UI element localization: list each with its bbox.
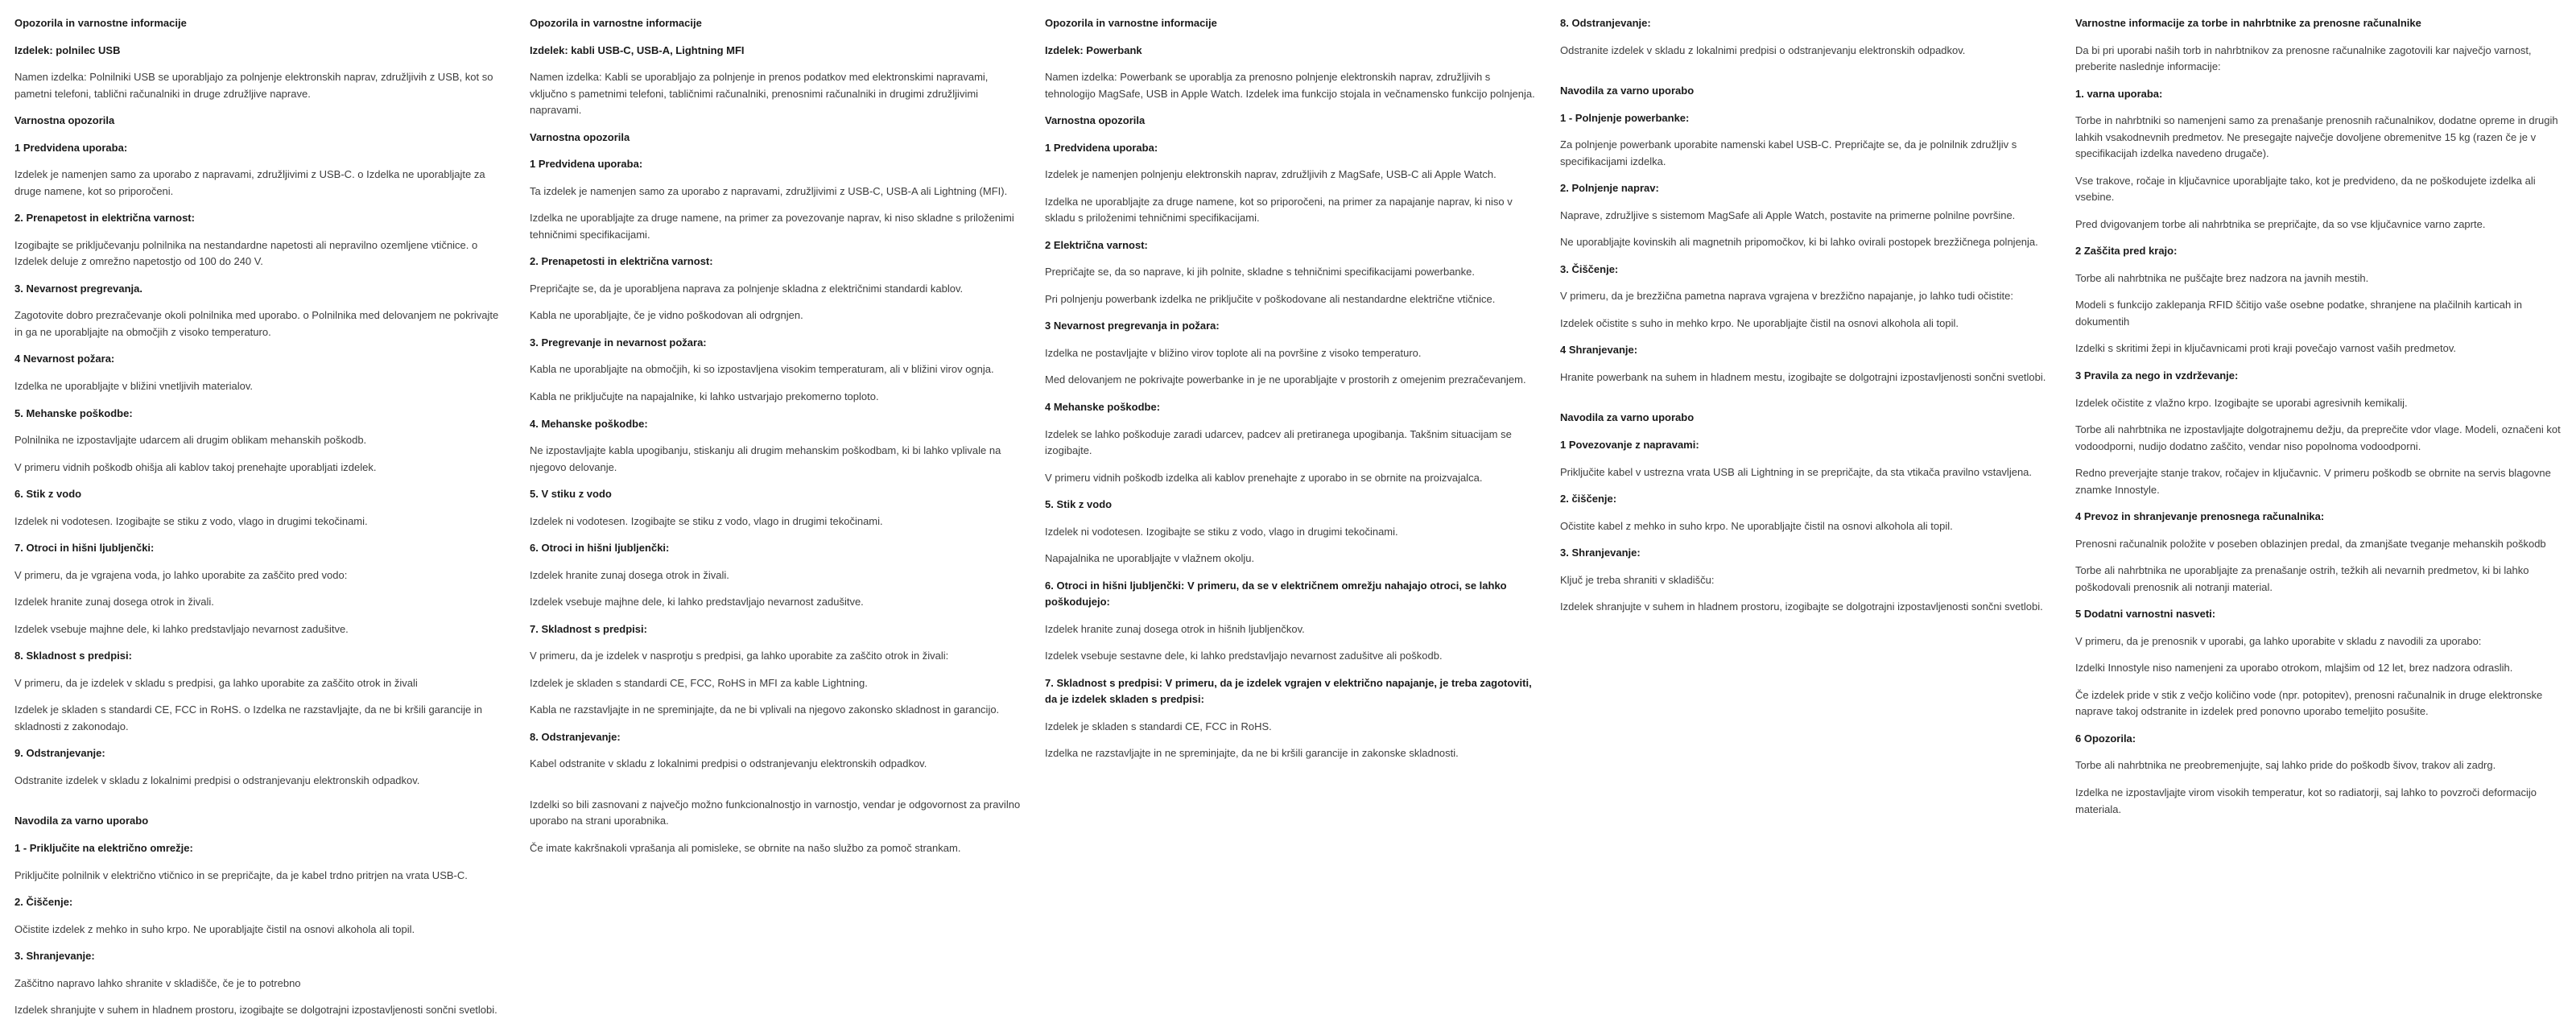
paragraph: Redno preverjajte stanje trakov, ročajev in ključavnic. V primeru poškodb se obrnite na servis blagovne znamke Innostyle.: [2075, 467, 2551, 496]
paragraph: Ključ je treba shraniti v skladišču:: [1560, 573, 1715, 586]
paragraph: V primeru, da je prenosnik v uporabi, ga lahko uporabite v skladu z navodili za uporabo:: [2075, 634, 2482, 647]
section-heading: 2. Čiščenje:: [14, 896, 73, 909]
paragraph: Prepričajte se, da je uporabljena naprava za polnjenje skladna z električnimi standardi kablov.: [530, 282, 964, 295]
section-heading: 4. Mehanske poškodbe:: [530, 417, 648, 430]
paragraph: Izdelka ne uporabljajte za druge namene, na primer za povezovanje naprav, ki niso skladne s priloženimi tehničnimi specifikacijami.: [530, 212, 1014, 241]
paragraph: Priključite kabel v ustrezna vrata USB ali Lightning in se prepričajte, da sta vtikača pravilno vstavljena.: [1560, 465, 2033, 478]
paragraph: Očistite izdelek z mehko in suho krpo. Ne uporabljajte čistil na osnovi alkohola ali topil.: [14, 922, 415, 935]
paragraph: Torbe ali nahrbtnika ne puščajte brez nadzora na javnih mestih.: [2075, 271, 2369, 284]
section-heading: Varnostna opozorila: [14, 114, 115, 127]
paragraph: V primeru, da je vgrajena voda, jo lahko uporabite za zaščito pred vodo:: [14, 568, 348, 581]
paragraph: Odstranite izdelek v skladu z lokalnimi predpisi o odstranjevanju elektronskih odpadkov.: [14, 774, 420, 786]
paragraph: Da bi pri uporabi naših torb in nahrbtnikov za prenosne računalnike zagotovili kar največjo varnost, preberite naslednje informacije:: [2075, 43, 2532, 73]
section-heading: 3. Pregrevanje in nevarnost požara:: [530, 336, 707, 349]
column-powerbank-usage-instructions: [1560, 15, 2053, 1006]
paragraph: Napajalnika ne uporabljajte v vlažnem okolju.: [1045, 552, 1255, 565]
section-heading: 5. Stik z vodo: [1045, 498, 1113, 511]
section-heading: 1. varna uporaba:: [2075, 87, 2163, 100]
paragraph: Izdelek vsebuje majhne dele, ki lahko predstavljajo nevarnost zadušitve.: [14, 622, 349, 635]
paragraph: Če imate kakršnakoli vprašanja ali pomisleke, se obrnite na našo službo za pomoč strankam.: [530, 842, 961, 854]
paragraph: V primeru, da je izdelek v skladu s predpisi, ga lahko uporabite za zaščito otrok in živali: [14, 676, 418, 689]
paragraph: Izdelka ne uporabljajte v bližini vnetljivih materialov.: [14, 379, 254, 392]
paragraph: Prepričajte se, da so naprave, ki jih polnite, skladne s tehničnimi specifikacijami powerbanke.: [1045, 266, 1475, 278]
paragraph: Izdelka ne izpostavljajte virom visokih temperatur, kot so radiatorji, saj lahko to povzroči deformacijo materiala.: [2075, 786, 2537, 815]
section-heading: 2. Prenapetost in električna varnost:: [14, 212, 195, 225]
section-heading: 8. Odstranjevanje:: [530, 730, 621, 743]
section-heading: 2. Polnjenje naprav:: [1560, 182, 1659, 195]
paragraph: Kabla ne uporabljajte, če je vidno poškodovan ali odrgnjen.: [530, 309, 803, 322]
paragraph: Za polnjenje powerbank uporabite namenski kabel USB-C. Prepričajte se, da je polnilnik združljiv s specifikacijami izdelka.: [1560, 138, 2017, 167]
section-heading: Varnostna opozorila: [530, 130, 630, 143]
section-heading: 5. V stiku z vodo: [530, 488, 612, 501]
column-usb-charger-warnings: [14, 15, 507, 1017]
paragraph: Izdelek je skladen s standardi CE, FCC, RoHS in MFI za kable Lightning.: [530, 676, 868, 689]
paragraph: Izdelek hranite zunaj dosega otrok in hišnih ljubljenčkov.: [1045, 622, 1305, 635]
section-heading: 6. Otroci in hišni ljubljenčki: V primeru, da se v električnem omrežju nahajajo otroci, se lahko poškodujejo:: [1045, 579, 1507, 609]
paragraph: Izdelek ni vodotesen. Izogibajte se stiku z vodo, vlago in drugimi tekočinami.: [1045, 525, 1398, 538]
paragraph: Izdelek očistite z vlažno krpo. Izogibajte se uporabi agresivnih kemikalij.: [2075, 396, 2408, 409]
section-heading: 1 - Polnjenje powerbanke:: [1560, 111, 1690, 124]
section-heading: 3 Nevarnost pregrevanja in požara:: [1045, 320, 1220, 332]
paragraph: Med delovanjem ne pokrivajte powerbanke in je ne uporabljajte v prostorih z omejenim prezračevanjem.: [1045, 373, 1526, 386]
section-heading: 3. Nevarnost pregrevanja.: [14, 282, 142, 295]
section-heading: 8. Skladnost s predpisi:: [14, 650, 132, 662]
paragraph: V primeru vidnih poškodb izdelka ali kablov prenehajte z uporabo in se obrnite na proizvajalca.: [1045, 471, 1483, 484]
section-heading: 8. Odstranjevanje:: [1560, 17, 1651, 29]
section-heading: 3. Shranjevanje:: [14, 950, 95, 963]
paragraph: Namen izdelka: Powerbank se uporablja za prenosno polnjenje elektronskih naprav, združljivih s tehnologijo MagSafe, USB in Apple Watch. Izdelek ima funkcijo stojala in večnamensko funkcijo polnjenja.: [1045, 71, 1535, 100]
section-heading: 6. Stik z vodo: [14, 488, 82, 501]
paragraph: Kabla ne uporabljajte na območjih, ki so izpostavljena visokim temperaturam, ali v bližini virov ognja.: [530, 363, 994, 376]
section-heading: 2 Zaščita pred krajo:: [2075, 245, 2178, 258]
column-laptop-bags-safety: [2075, 15, 2568, 1006]
paragraph: Zaščitno napravo lahko shranite v skladišče, če je to potrebno: [14, 976, 301, 989]
section-heading: 4 Mehanske poškodbe:: [1045, 400, 1161, 413]
section-heading: 1 Predvidena uporaba:: [14, 141, 128, 154]
paragraph: Izdelek se lahko poškoduje zaradi udarcev, padcev ali pretiranega upogibanja. Takšnim situacijam se izogibajte.: [1045, 427, 1512, 457]
section-heading: 9. Odstranjevanje:: [14, 747, 105, 760]
paragraph: Izdelki Innostyle niso namenjeni za uporabo otrokom, mlajšim od 12 let, brez nadzora odraslih.: [2075, 662, 2513, 675]
paragraph: Izdelka ne uporabljajte za druge namene, kot so priporočeni, na primer za napajanje naprav, ki niso v skladu s priloženimi tehničnimi specifikacijami.: [1045, 195, 1513, 225]
section-heading: 1 Povezovanje z napravami:: [1560, 438, 1699, 451]
paragraph: Izdelki s skritimi žepi in ključavnicami proti kraji povečajo varnost vaših predmetov.: [2075, 342, 2456, 355]
section-heading: Navodila za varno uporabo: [1560, 411, 1695, 424]
paragraph: Pri polnjenju powerbank izdelka ne priključite v poškodovane ali nestandardne električne vtičnice.: [1045, 292, 1496, 305]
paragraph: V primeru vidnih poškodb ohišja ali kablov takoj prenehajte uporabljati izdelek.: [14, 460, 377, 473]
paragraph: Če izdelek pride v stik z večjo količino vode (npr. potopitev), prenosni računalnik in druge elektronske naprave takoj odstranite in izdelek pred ponovno uporabo temeljito posušite.: [2075, 688, 2543, 718]
paragraph: Izdelek ni vodotesen. Izogibajte se stiku z vodo, vlago in drugimi tekočinami.: [14, 514, 368, 527]
paragraph: Izdelek hranite zunaj dosega otrok in živali.: [530, 568, 729, 581]
paragraph: Vse trakove, ročaje in ključavnice uporabljajte tako, kot je predvideno, da ne poškodujete izdelka ali vsebine.: [2075, 174, 2536, 204]
paragraph: Polnilnika ne izpostavljajte udarcem ali drugim oblikam mehanskih poškodb.: [14, 434, 367, 447]
paragraph: Izdelki so bili zasnovani z največjo možno funkcionalnostjo in varnostjo, vendar je odgovornost za pravilno uporabo na strani uporabnika.: [530, 798, 1021, 827]
paragraph: Izdelek je namenjen polnjenju elektronskih naprav, združljivih z MagSafe, USB-C ali Apple Watch.: [1045, 168, 1496, 181]
paragraph: Izogibajte se priključevanju polnilnika na nestandardne napetosti ali nepravilno ozemljene vtičnice. o Izdelek deluje z omrežno napetostjo od 100 do 240 V.: [14, 238, 478, 268]
paragraph: Izdelek je namenjen samo za uporabo z napravami, združljivimi z USB-C. o Izdelka ne uporabljajte za druge namene, kot so priporočeni.: [14, 168, 485, 197]
section-heading: Izdelek: Powerbank: [1045, 43, 1142, 56]
paragraph: Izdelek vsebuje sestavne dele, ki lahko predstavljajo nevarnost zadušitve ali poškodb.: [1045, 650, 1443, 662]
section-heading: 3. Shranjevanje:: [1560, 547, 1641, 559]
paragraph: Izdelek je skladen s standardi CE, FCC in RoHS.: [1045, 720, 1272, 732]
paragraph: Priključite polnilnik v električno vtičnico in se prepričajte, da je kabel trdno pritrjen na vrata USB-C.: [14, 868, 468, 881]
paragraph: Izdelka ne razstavljajte in ne spreminjajte, da ne bi kršili garancije in zakonske skladnosti.: [1045, 747, 1459, 760]
paragraph: Očistite kabel z mehko in suho krpo. Ne uporabljajte čistil na osnovi alkohola ali topil.: [1560, 519, 1953, 532]
paragraph: Ta izdelek je namenjen samo za uporabo z napravami, združljivimi z USB-C, USB-A ali Lightning (MFI).: [530, 184, 1008, 197]
paragraph: Pred dvigovanjem torbe ali nahrbtnika se prepričajte, da so vse ključavnice varno zaprte.: [2075, 217, 2486, 230]
paragraph: Izdelka ne postavljajte v bližino virov toplote ali na površine z visoko temperaturo.: [1045, 346, 1422, 359]
paragraph: Izdelek vsebuje majhne dele, ki lahko predstavljajo nevarnost zadušitve.: [530, 596, 864, 609]
section-heading: Varnostna opozorila: [1045, 114, 1146, 127]
paragraph: Izdelek shranjujte v suhem in hladnem prostoru, izogibajte se dolgotrajni izpostavljenosti sončni svetlobi.: [1560, 600, 2043, 613]
section-heading: 5 Dodatni varnostni nasveti:: [2075, 608, 2216, 621]
section-heading: 4 Shranjevanje:: [1560, 344, 1638, 357]
section-heading: Izdelek: kabli USB-C, USB-A, Lightning MFI: [530, 43, 745, 56]
paragraph: Ne uporabljajte kovinskih ali magnetnih pripomočkov, ki bi lahko ovirali postopek brezžičnega polnjenja.: [1560, 236, 2038, 249]
section-heading: 7. Skladnost s predpisi: V primeru, da je izdelek vgrajen v električno napajanje, je treba zagotoviti, da je izdelek skladen s predpisi:: [1045, 676, 1532, 706]
paragraph: Prenosni računalnik položite v poseben oblazinjen predal, da zmanjšate tveganje mehanskih poškodb: [2075, 537, 2546, 550]
section-heading: 2 Električna varnost:: [1045, 238, 1148, 251]
paragraph: Namen izdelka: Polnilniki USB se uporabljajo za polnjenje elektronskih naprav, združljivih z USB, kot so pametni telefoni, tablični računalniki in druge združljive naprave.: [14, 71, 493, 100]
column-cables-warnings: [530, 15, 1022, 1006]
paragraph: Izdelek shranjujte v suhem in hladnem prostoru, izogibajte se dolgotrajni izpostavljenosti sončni svetlobi.: [14, 1004, 497, 1017]
column-powerbank-warnings: [1045, 15, 1538, 1006]
paragraph: Torbe in nahrbtniki so namenjeni samo za prenašanje prenosnih računalnikov, dodatne opreme in drugih lahkih vsakodnevnih predmetov. Ne presegajte največje dovoljene obremenitve 15 kg (razen če je v specifikacijah izdelka navedeno drugače).: [2075, 114, 2558, 160]
section-heading: Opozorila in varnostne informacije: [530, 17, 702, 29]
paragraph: Izdelek je skladen s standardi CE, FCC in RoHS. o Izdelka ne razstavljajte, da ne bi kršili garancije in skladnosti z zakonodajo.: [14, 703, 482, 732]
paragraph: Kabla ne priključujte na napajalnike, ki lahko ustvarjajo prekomerno toploto.: [530, 390, 879, 402]
section-heading: Opozorila in varnostne informacije: [1045, 17, 1217, 29]
section-heading: Opozorila in varnostne informacije: [14, 17, 187, 29]
paragraph: Namen izdelka: Kabli se uporabljajo za polnjenje in prenos podatkov med elektronskimi napravami, vključno s pametnimi telefoni, tabličnimi računalniki, prenosnimi računalniki in drugimi združljivimi napravami.: [530, 71, 989, 117]
section-heading: Navodila za varno uporabo: [14, 815, 149, 827]
paragraph: Kabla ne razstavljajte in ne spreminjajte, da ne bi vplivali na njegovo zakonsko skladnost in garancijo.: [530, 703, 1000, 716]
section-heading: 1 - Priključite na električno omrežje:: [14, 842, 193, 854]
section-heading: 4 Nevarnost požara:: [14, 353, 115, 365]
section-heading: 1 Predvidena uporaba:: [530, 158, 643, 171]
paragraph: Kabel odstranite v skladu z lokalnimi predpisi o odstranjevanju elektronskih odpadkov.: [530, 757, 927, 770]
paragraph: Torbe ali nahrbtnika ne uporabljajte za prenašanje ostrih, težkih ali nevarnih predmetov, ki bi lahko poškodovali prenosnik ali notranji material.: [2075, 564, 2529, 593]
paragraph: V primeru, da je izdelek v nasprotju s predpisi, ga lahko uporabite za zaščito otrok in živali:: [530, 650, 949, 662]
paragraph: Odstranite izdelek v skladu z lokalnimi predpisi o odstranjevanju elektronskih odpadkov.: [1560, 43, 1966, 56]
section-heading: 1 Predvidena uporaba:: [1045, 141, 1158, 154]
section-heading: 3. Čiščenje:: [1560, 262, 1619, 275]
paragraph: Hranite powerbank na suhem in hladnem mestu, izogibajte se dolgotrajni izpostavljenosti sončni svetlobi.: [1560, 370, 2046, 383]
paragraph: Izdelek hranite zunaj dosega otrok in živali.: [14, 596, 214, 609]
paragraph: Naprave, združljive s sistemom MagSafe ali Apple Watch, postavite na primerne polnilne površine.: [1560, 208, 2016, 221]
paragraph: Ne izpostavljajte kabla upogibanju, stiskanju ali drugim mehanskim poškodbam, ki bi lahko vplivale na njegovo delovanje.: [530, 444, 1001, 473]
section-heading: 6 Opozorila:: [2075, 732, 2136, 745]
paragraph: Torbe ali nahrbtnika ne izpostavljajte dolgotrajnemu dežju, da preprečite vdor vlage. Modeli, označeni kot vodoodporni, nudijo dodatno zaščito, vendar niso popolnoma vodoodporni.: [2075, 423, 2561, 452]
paragraph: V primeru, da je brezžična pametna naprava vgrajena v brezžično napajanje, jo lahko tudi očistite:: [1560, 290, 2013, 303]
section-heading: Varnostne informacije za torbe in nahrbtnike za prenosne računalnike: [2075, 17, 2421, 29]
section-heading: 6. Otroci in hišni ljubljenčki:: [530, 542, 670, 555]
paragraph: Izdelek ni vodotesen. Izogibajte se stiku z vodo, vlago in drugimi tekočinami.: [530, 514, 883, 527]
section-heading: 5. Mehanske poškodbe:: [14, 406, 133, 419]
paragraph: Modeli s funkcijo zaklepanja RFID ščitijo vaše osebne podatke, shranjene na plačilnih karticah in dokumentih: [2075, 299, 2522, 328]
section-heading: 2. čiščenje:: [1560, 493, 1617, 505]
section-heading: 2. Prenapetosti in električna varnost:: [530, 255, 713, 268]
paragraph: Torbe ali nahrbtnika ne preobremenjujte, saj lahko pride do poškodb šivov, trakov ali zadrg.: [2075, 759, 2496, 772]
section-heading: Izdelek: polnilec USB: [14, 43, 121, 56]
section-heading: 3 Pravila za nego in vzdrževanje:: [2075, 369, 2239, 382]
section-heading: Navodila za varno uporabo: [1560, 85, 1695, 97]
paragraph: Zagotovite dobro prezračevanje okoli polnilnika med uporabo. o Polnilnika med delovanjem ne pokrivajte in ga ne uporabljajte na območjih z visoko temperaturo.: [14, 309, 499, 338]
paragraph: Izdelek očistite s suho in mehko krpo. Ne uporabljajte čistil na osnovi alkohola ali topil.: [1560, 316, 1959, 329]
section-heading: 4 Prevoz in shranjevanje prenosnega računalnika:: [2075, 510, 2325, 523]
section-heading: 7. Skladnost s predpisi:: [530, 622, 647, 635]
section-heading: 7. Otroci in hišni ljubljenčki:: [14, 542, 155, 555]
